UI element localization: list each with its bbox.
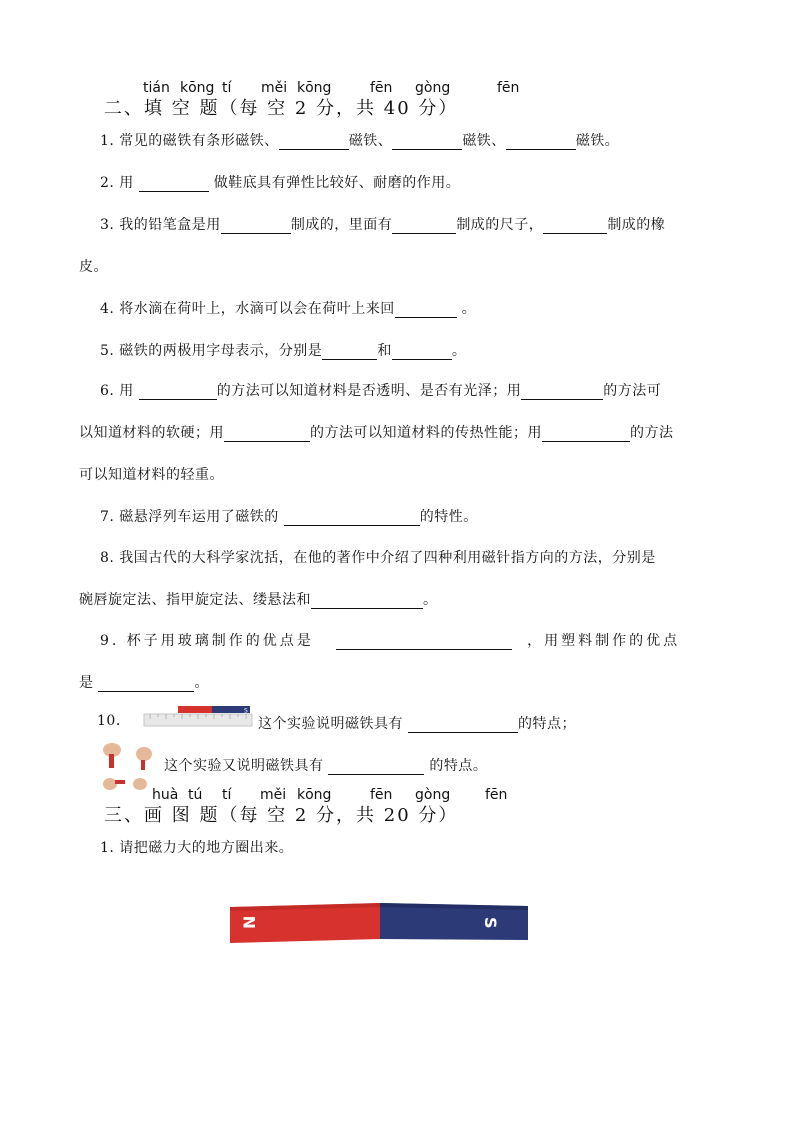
blank[interactable]	[543, 219, 607, 234]
q2-text-b: 做鞋底具有弹性比较好、耐磨的作用。	[213, 175, 461, 191]
question-8-line2	[79, 589, 438, 609]
blank[interactable]	[311, 594, 423, 609]
pinyin-tian: tián	[143, 80, 170, 96]
pinyin-mei: měi	[260, 787, 287, 803]
blank[interactable]	[392, 219, 456, 234]
question-9-line2	[79, 672, 209, 692]
q4-text-b: 。	[461, 301, 477, 317]
blank[interactable]	[322, 345, 377, 360]
q5-text-b: 和	[377, 343, 392, 359]
section3-question-1: 1. 请把磁力大的地方圈出来。	[100, 840, 294, 856]
q4-text-a: 4. 将水滴在荷叶上，水滴可以会在荷叶上来回	[100, 301, 395, 317]
q3-text-a: 3. 我的铅笔盒是用	[100, 217, 221, 233]
pinyin-kong: kōng	[180, 80, 215, 96]
q2-text-a: 2. 用	[100, 175, 134, 191]
section2-title: 二、填 空 题（每 空 2 分，共 40 分）	[104, 98, 459, 119]
q6-text-c: 的方法可	[603, 383, 662, 399]
pinyin-tu: tú	[188, 787, 203, 803]
q7-text-b: 的特性。	[419, 509, 478, 525]
small-magnet	[115, 780, 125, 784]
pinyin-fen2: fēn	[485, 787, 508, 803]
ruler-magnet-north	[178, 706, 212, 713]
question-1	[100, 130, 619, 150]
q1-text-a: 1. 常见的磁铁有条形磁铁、	[100, 133, 279, 149]
section3-title: 三、画 图 题（每 空 2 分，共 20 分）	[104, 805, 459, 826]
blank[interactable]	[521, 385, 603, 400]
pinyin-gong: gòng	[415, 787, 451, 803]
question-8: 8. 我国古代的大科学家沈括，在他的著作中介绍了四种利用磁针指方向的方法，分别是	[100, 550, 656, 566]
question-4	[100, 298, 476, 318]
blank[interactable]	[395, 303, 457, 318]
q5-text-c: 。	[451, 343, 467, 359]
q6-text-b: 的方法可以知道材料是否透明、是否有光泽；用	[216, 383, 522, 399]
small-magnet	[109, 754, 114, 768]
pinyin-fen: fēn	[370, 787, 393, 803]
pinyin-kong2: kōng	[297, 80, 332, 96]
blank[interactable]	[392, 345, 452, 360]
small-magnet	[141, 760, 145, 770]
question-3-cont: 皮。	[79, 259, 108, 275]
question-6	[100, 380, 661, 400]
blank[interactable]	[279, 135, 349, 150]
q9-text-b: ，用塑料制作的优点	[527, 633, 681, 649]
blank[interactable]	[542, 427, 630, 442]
q9-text-d: 。	[194, 675, 209, 691]
q6-text-f: 的方法	[630, 425, 674, 441]
ruler-magnet-pole-label: S	[244, 707, 248, 715]
question-6-line3: 可以知道材料的轻重。	[79, 467, 224, 483]
pinyin-mei: měi	[261, 80, 288, 96]
question-6-line2	[79, 422, 674, 442]
question-7	[100, 506, 478, 526]
q3-text-d: 制成的橡	[607, 217, 666, 233]
question-10-number: 10.	[97, 713, 121, 729]
hand-icon	[103, 778, 117, 790]
question-3	[100, 214, 665, 234]
hand-magnet-image	[100, 740, 156, 792]
blank[interactable]	[408, 718, 518, 733]
pinyin-ti: tí	[222, 787, 232, 803]
blank[interactable]	[139, 385, 217, 400]
blank[interactable]	[221, 219, 291, 234]
q9-text-a: 9. 杯子用玻璃制作的优点是	[100, 633, 314, 649]
q6-text-d: 以知道材料的软硬；用	[79, 425, 224, 441]
q5-text-a: 5. 磁铁的两极用字母表示，分别是	[100, 343, 323, 359]
question-9	[100, 630, 680, 650]
q6-text-a: 6. 用	[100, 383, 134, 399]
magnet-north-label: N	[240, 915, 259, 929]
pinyin-gong: gòng	[415, 80, 451, 96]
question-10-line2	[164, 755, 487, 775]
pinyin-ti: tí	[222, 80, 232, 96]
q1-text-c: 磁铁、	[462, 133, 506, 149]
blank[interactable]	[139, 177, 209, 192]
blank[interactable]	[98, 677, 194, 692]
bar-magnet	[230, 903, 530, 943]
q7-text-a: 7. 磁悬浮列车运用了磁铁的	[100, 509, 279, 525]
blank[interactable]	[224, 427, 310, 442]
q10-text-d: 的特点。	[429, 758, 488, 774]
question-2	[100, 172, 460, 192]
q9-text-c: 是	[79, 675, 94, 691]
magnet-south-label: S	[481, 917, 500, 929]
pinyin-kong: kōng	[297, 787, 332, 803]
q8-text-b: 碗唇旋定法、指甲旋定法、缕悬法和	[79, 592, 311, 608]
q8-text-c: 。	[423, 592, 438, 608]
blank[interactable]	[336, 635, 512, 650]
question-10-line1	[258, 713, 576, 733]
pinyin-hua: huà	[152, 787, 179, 803]
hand-icon	[136, 747, 152, 761]
q1-text-d: 磁铁。	[575, 133, 620, 149]
q3-text-c: 制成的尺子，	[456, 217, 544, 233]
question-5	[100, 340, 466, 360]
q10-text-b: 的特点；	[517, 716, 576, 732]
q3-text-b: 制成的，里面有	[290, 217, 393, 233]
q6-text-e: 的方法可以知道材料的传热性能；用	[310, 425, 542, 441]
pinyin-fen2: fēn	[497, 80, 520, 96]
q10-text-a: 这个实验说明磁铁具有	[258, 716, 403, 732]
blank[interactable]	[506, 135, 576, 150]
q1-text-b: 磁铁、	[348, 133, 393, 149]
blank[interactable]	[284, 511, 420, 526]
q10-text-c: 这个实验又说明磁铁具有	[164, 758, 324, 774]
blank[interactable]	[392, 135, 462, 150]
ruler-magnet-image	[140, 704, 255, 730]
pinyin-fen: fēn	[370, 80, 393, 96]
hand-icon	[133, 778, 147, 790]
blank[interactable]	[328, 760, 424, 775]
